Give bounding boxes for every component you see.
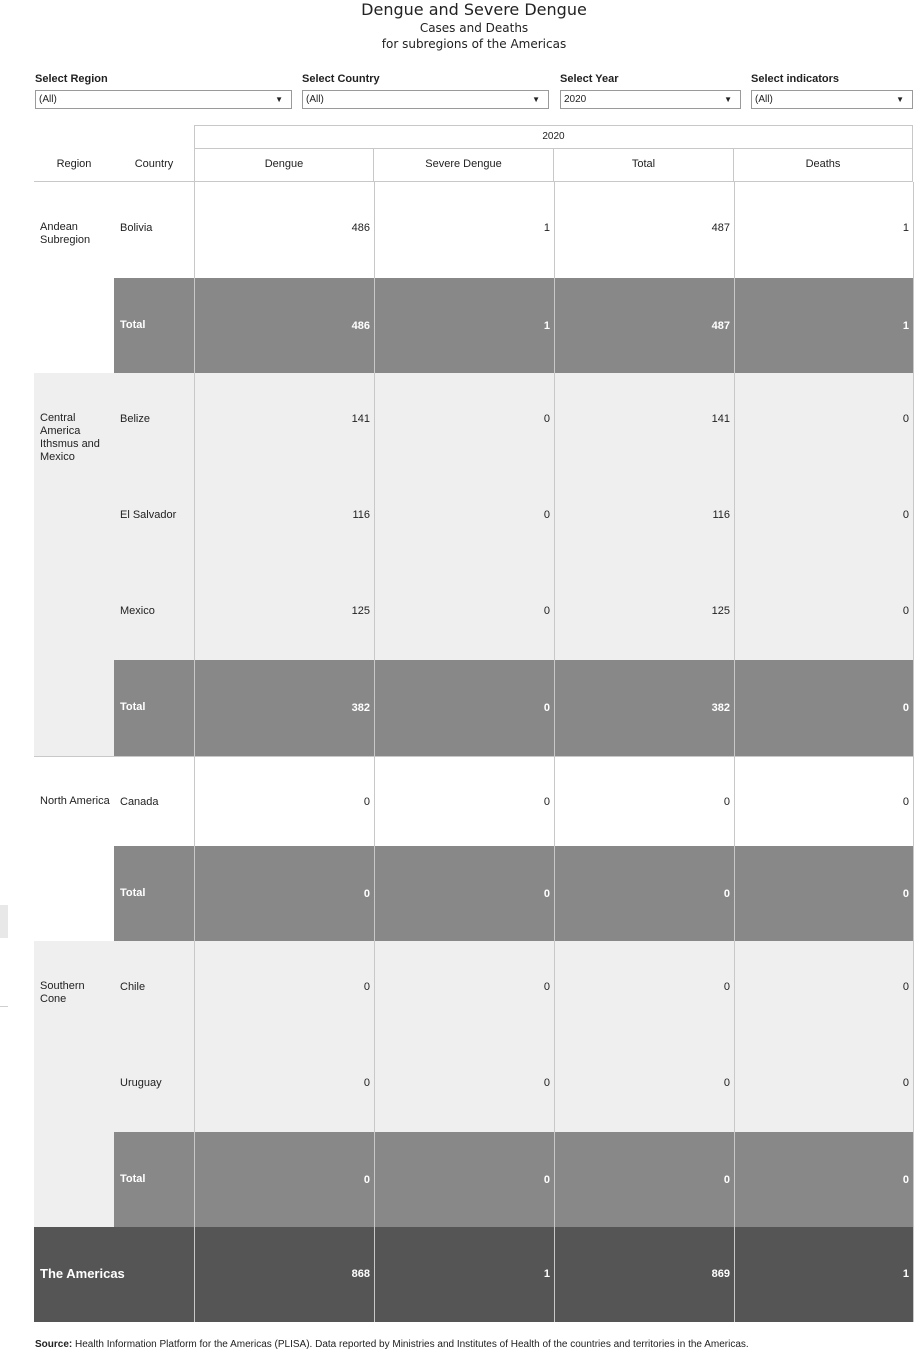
total-value-cell: 0 (723, 796, 730, 808)
year-filter-label: Select Year (560, 73, 619, 85)
region-select-value: (All) (39, 94, 57, 105)
total-value-cell: 382 (711, 702, 730, 714)
dengue-value-cell: 141 (351, 413, 370, 425)
dropdown-arrow-icon: ▼ (275, 95, 283, 104)
dropdown-arrow-icon: ▼ (724, 95, 732, 104)
severe-dengue-column-header: Severe Dengue (374, 149, 554, 181)
total-value-cell: 0 (723, 1174, 730, 1186)
year-filter (560, 73, 741, 109)
dropdown-arrow-icon: ▼ (896, 95, 904, 104)
severe-value-cell: 0 (543, 796, 550, 808)
grand-total-label: The Americas (40, 1266, 125, 1281)
severe-value-cell: 0 (543, 702, 550, 714)
total-column-header: Total (554, 149, 734, 181)
indicators-filter-label: Select indicators (751, 73, 840, 85)
year-column-header: 2020 (194, 125, 913, 149)
subtitle-line-1: Cases and Deaths (419, 21, 529, 35)
country-column-header: Country (134, 158, 174, 170)
dengue-value-cell: 0 (363, 796, 370, 808)
total-value-cell: 487 (711, 222, 730, 234)
deaths-value-cell: 0 (902, 702, 909, 714)
country-filter (302, 73, 549, 109)
region-column-header: Region (56, 158, 92, 170)
column-divider (734, 182, 735, 1322)
indicators-select[interactable] (751, 90, 913, 109)
severe-value-cell: 0 (543, 888, 550, 900)
subtotal-label: Total (120, 887, 146, 899)
region-filter (35, 73, 292, 109)
region-cell: North America (40, 795, 110, 807)
side-panel-tab[interactable] (0, 905, 8, 938)
subtotal-label: Total (120, 319, 146, 331)
severe-value-cell: 0 (543, 1174, 550, 1186)
severe-value-cell: 0 (543, 1077, 550, 1089)
dropdown-arrow-icon: ▼ (532, 95, 540, 104)
column-divider (913, 182, 914, 1322)
subtotal-label: Total (120, 701, 146, 713)
severe-value-cell: 1 (543, 320, 550, 332)
deaths-value-cell: 0 (902, 605, 909, 617)
country-cell: Uruguay (120, 1077, 162, 1089)
deaths-value-cell: 0 (902, 1077, 909, 1089)
total-value-cell: 0 (723, 1077, 730, 1089)
country-cell: Mexico (120, 605, 155, 617)
country-filter-label: Select Country (302, 73, 380, 85)
deaths-value-cell: 0 (902, 796, 909, 808)
dashboard-title: Dengue and Severe Dengue (361, 0, 587, 19)
region-filter-label: Select Region (35, 73, 108, 85)
country-select[interactable] (302, 90, 549, 109)
dashboard-subtitle (0, 20, 921, 52)
country-cell: Belize (120, 413, 150, 425)
dengue-value-cell: 0 (363, 888, 370, 900)
deaths-value-cell: 0 (902, 981, 909, 993)
subtotal-label: Total (120, 1173, 146, 1185)
country-cell: Chile (120, 981, 146, 993)
dengue-column-header: Dengue (194, 149, 374, 181)
deaths-value-cell: 0 (902, 888, 909, 900)
grand-dengue-value-cell: 868 (351, 1268, 370, 1280)
deaths-value-cell: 1 (902, 320, 909, 332)
total-value-cell: 0 (723, 888, 730, 900)
column-divider (194, 182, 195, 1322)
deaths-value-cell: 0 (902, 413, 909, 425)
dengue-value-cell: 0 (363, 981, 370, 993)
dengue-value-cell: 382 (351, 702, 370, 714)
grand-total-value-cell: 869 (711, 1268, 730, 1280)
indicators-filter (751, 73, 913, 109)
dengue-value-cell: 486 (351, 222, 370, 234)
country-select-value: (All) (306, 94, 324, 105)
side-divider (0, 1006, 8, 1007)
region-cell: Andean Subregion (40, 221, 91, 246)
total-value-cell: 116 (712, 509, 730, 521)
subtitle-line-2: for subregions of the Americas (381, 37, 567, 51)
deaths-value-cell: 0 (902, 509, 909, 521)
total-value-cell: 487 (711, 320, 730, 332)
severe-value-cell: 0 (543, 413, 550, 425)
severe-value-cell: 0 (543, 605, 550, 617)
year-select-value: 2020 (564, 94, 587, 105)
region-cell: Southern Cone (40, 980, 85, 1005)
source-text: Health Information Platform for the Americas (PLISA). Data reported by Ministries and Institutes of Health of the countries and territories in the Americas. (75, 1339, 749, 1350)
year-select[interactable] (560, 90, 741, 109)
region-country-divider (114, 182, 115, 1227)
total-value-cell: 0 (723, 981, 730, 993)
indicators-select-value: (All) (755, 94, 773, 105)
dengue-value-cell: 486 (351, 320, 370, 332)
total-value-cell: 125 (711, 605, 730, 617)
grand-deaths-value-cell: 1 (902, 1268, 909, 1280)
column-divider (374, 182, 375, 1322)
dengue-value-cell: 0 (363, 1174, 370, 1186)
region-select[interactable] (35, 90, 292, 109)
country-cell: El Salvador (120, 509, 177, 521)
severe-value-cell: 1 (543, 222, 550, 234)
region-cell: Central America Ithsmus and Mexico (40, 412, 100, 463)
source-label: Source: (35, 1339, 73, 1350)
severe-value-cell: 0 (543, 981, 550, 993)
grand-severe-value-cell: 1 (543, 1268, 550, 1280)
deaths-value-cell: 0 (902, 1174, 909, 1186)
dengue-value-cell: 116 (352, 509, 370, 521)
country-cell: Bolivia (120, 222, 153, 234)
dengue-value-cell: 0 (363, 1077, 370, 1089)
country-cell: Canada (120, 796, 159, 808)
column-divider (554, 182, 555, 1322)
total-value-cell: 141 (711, 413, 730, 425)
deaths-value-cell: 1 (902, 222, 909, 234)
source-note (35, 1339, 749, 1350)
deaths-column-header: Deaths (734, 149, 913, 181)
dengue-value-cell: 125 (351, 605, 370, 617)
severe-value-cell: 0 (543, 509, 550, 521)
